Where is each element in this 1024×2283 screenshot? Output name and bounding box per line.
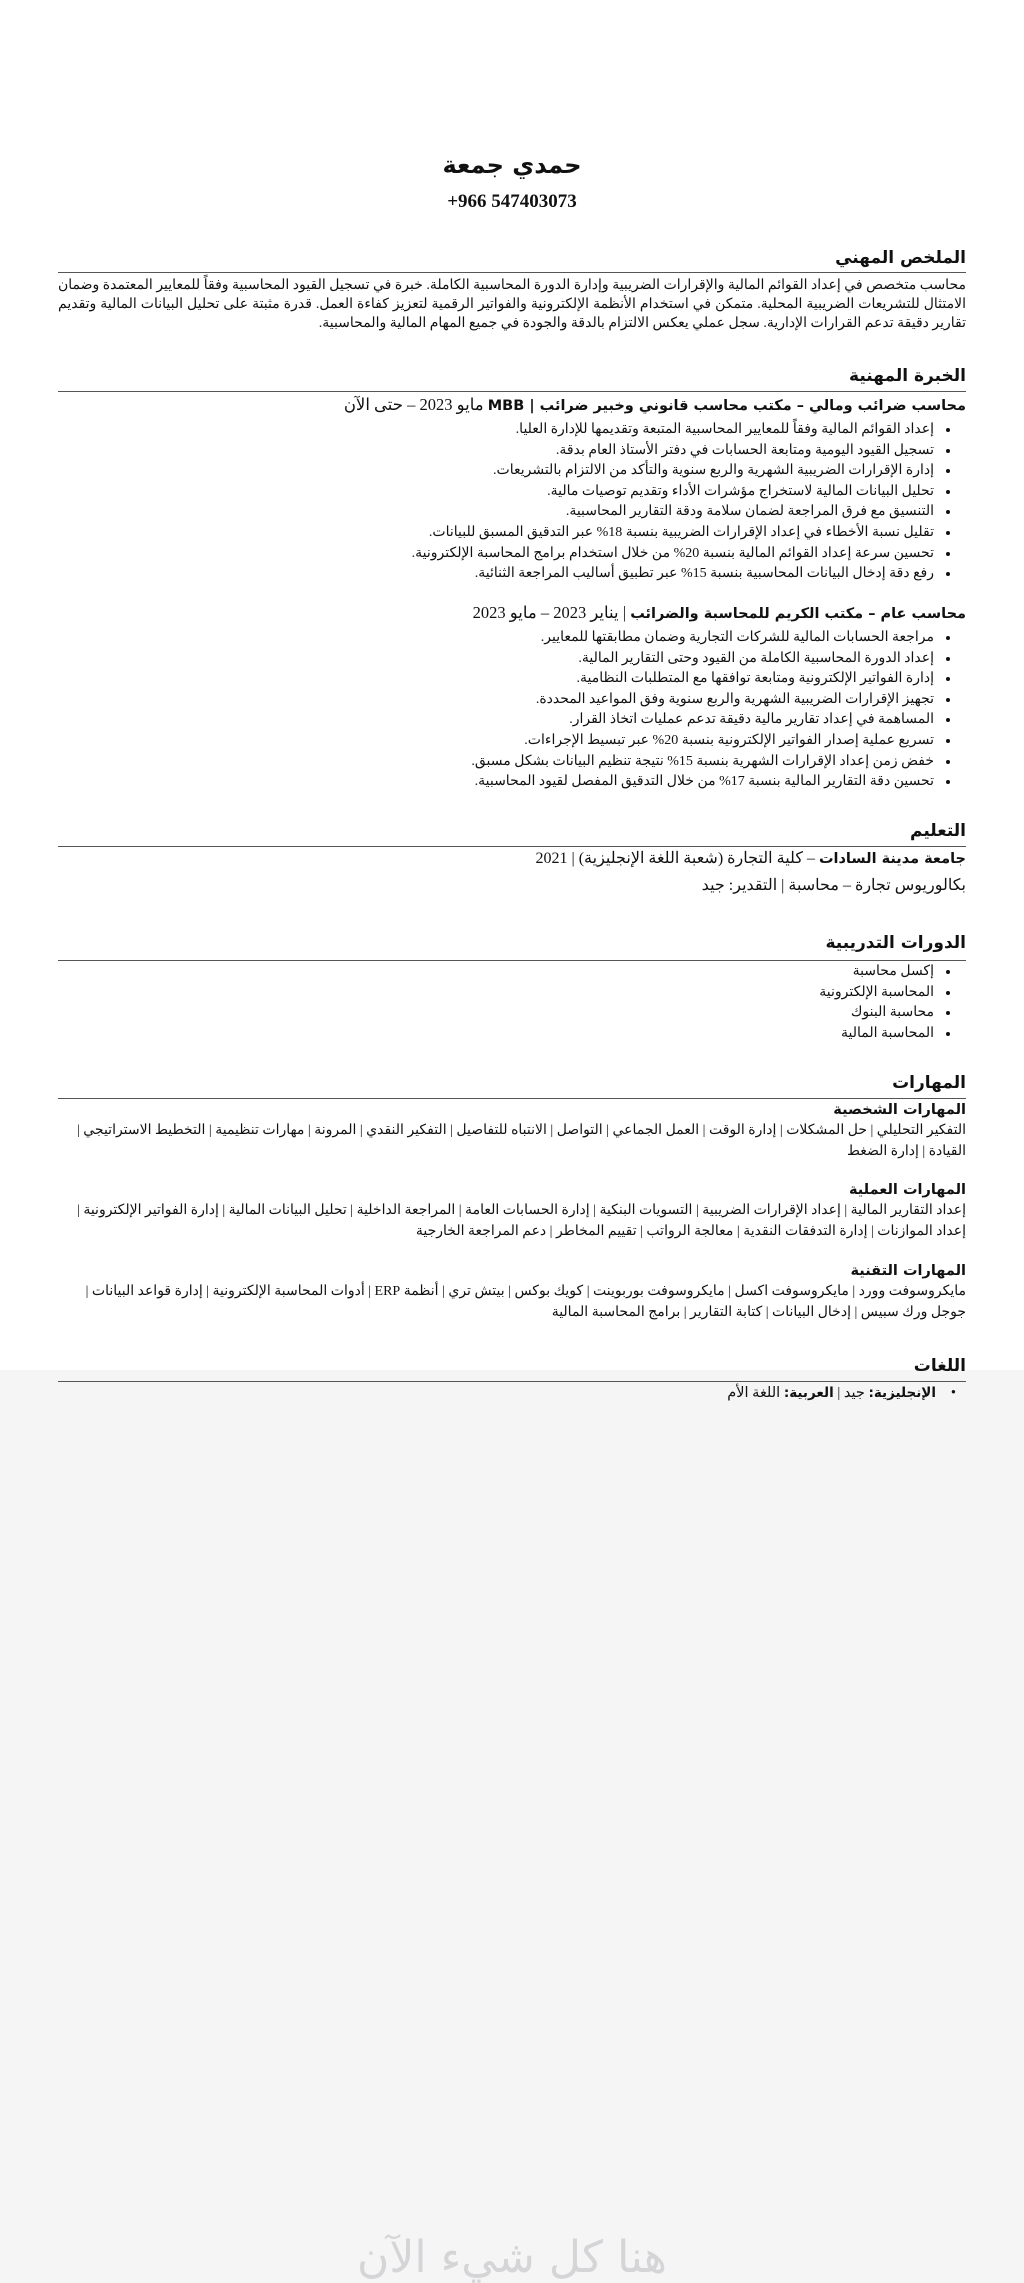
arabic-level: اللغة الأم: [727, 1385, 781, 1401]
education-degree: بكالوريوس تجارة – محاسبة | التقدير: جيد: [701, 877, 966, 894]
list-item: • محاسبة البنوك: [58, 1003, 936, 1024]
list-item: • تسريع عملية إصدار الفواتير الإلكترونية بنسبة 20% عبر تبسيط الإجراءات.: [58, 731, 936, 752]
languages-heading: اللغات: [913, 1356, 966, 1376]
education-divider: [58, 846, 966, 847]
practical-skills-title: المهارات العملية: [848, 1182, 966, 1198]
skills-divider: [58, 1098, 966, 1099]
courses-divider: [58, 960, 966, 961]
phone-number: +966 547403073: [447, 191, 577, 212]
arabic-label: العربية:: [783, 1385, 834, 1401]
list-item: • إدارة الإقرارات الضريبية الشهرية والربع سنوية والتأكد من الالتزام بالتشريعات.: [58, 461, 936, 482]
list-item: • إعداد القوائم المالية وفقاً للمعايير المحاسبية المتبعة وتقديمها للإدارة العليا.: [58, 420, 936, 441]
job-1-title: محاسب ضرائب ومالي – مكتب محاسب قانوني وخبير ضرائب | MBB: [487, 398, 966, 414]
courses-list: [58, 962, 966, 1044]
education-heading: التعليم: [910, 821, 966, 841]
list-item: • تحسين سرعة إعداد القوائم المالية بنسبة 20% من خلال استخدام برامج المحاسبة الإلكترونية.: [58, 544, 936, 565]
personal-skills-title: المهارات الشخصية: [833, 1102, 966, 1118]
candidate-name: حمدي جمعة: [442, 151, 582, 179]
job-1-header: [58, 394, 966, 417]
school-faculty: – كلية التجارة (شعبة اللغة الإنجليزية): [578, 850, 819, 867]
technical-skills-title: المهارات التقنية: [850, 1263, 966, 1279]
list-item: • تسجيل القيود اليومية ومتابعة الحسابات في دفتر الأستاذ العام بدقة.: [58, 441, 936, 462]
list-item: • إدارة الفواتير الإلكترونية ومتابعة توافقها مع المتطلبات النظامية.: [58, 669, 936, 690]
job-1-period: مايو 2023 – حتى الآن: [343, 395, 484, 414]
personal-skills-text: التفكير التحليلي | حل المشكلات | إدارة الوقت | العمل الجماعي | التواصل | الانتباه للتفاصيل | التفكير النقدي | المرونة | مهارات تنظيمية | التخطيط الاستراتيجي | القيادة | إدارة الضغط: [76, 1123, 966, 1159]
summary-heading: الملخص المهني: [835, 248, 966, 268]
english-level: جيد: [843, 1385, 865, 1401]
english-label: الإنجليزية:: [868, 1385, 936, 1401]
list-item: • التنسيق مع فرق المراجعة لضمان سلامة ودقة التقارير المحاسبية.: [58, 502, 936, 523]
job-2-period: يناير 2023 – مايو 2023: [472, 603, 619, 622]
bullet-dot: •: [950, 1385, 956, 1401]
job-2-header: محاسب عام – مكتب الكريم للمحاسبة والضرائب | يناير 2023 – مايو 2023: [472, 603, 966, 622]
school-name: جامعة مدينة السادات: [818, 851, 966, 867]
list-item: • مراجعة الحسابات المالية للشركات التجارية وضمان مطابقتها للمعايير.: [58, 628, 936, 649]
languages-line: • الإنجليزية: جيد | العربية: اللغة الأم: [727, 1385, 956, 1401]
graduation-year: 2021: [535, 850, 568, 867]
watermark-banner: هنا كل شيء الآن: [357, 2232, 667, 2283]
list-item: • إكسل محاسبة: [58, 962, 936, 983]
experience-heading: الخبرة المهنية: [849, 366, 966, 386]
list-item: • خفض زمن إعداد الإقرارات الشهرية بنسبة 15% نتيجة تنظيم البيانات بشكل مسبق.: [58, 752, 936, 773]
job-1-bullets: [58, 420, 966, 585]
list-item: • المحاسبة الإلكترونية: [58, 983, 936, 1004]
list-item: • المحاسبة المالية: [58, 1024, 936, 1045]
summary-text: محاسب متخصص في إعداد القوائم المالية والإقرارات الضريبية وإدارة الدورة المحاسبية الكاملة. خبرة في تسجيل القيود المحاسبية وفقاً للمعايير المعتمدة وضمان الامتثال للتشريعات الضريبية المحلية. متمكن في استخدام الأنظمة الإلكترونية والفواتير الرقمية لتعزيز كفاءة العمل. قدرة مثبتة على تحليل البيانات المالية وتقديم تقارير دقيقة تدعم القرارات الإدارية. سجل عملي يعكس الالتزام بالدقة والجودة في جميع المهام المالية والمحاسبية.: [58, 278, 966, 331]
list-item: • تحليل البيانات المالية لاستخراج مؤشرات الأداء وتقديم توصيات مالية.: [58, 482, 936, 503]
courses-heading: الدورات التدريبية: [825, 933, 966, 953]
list-item: • رفع دقة إدخال البيانات المحاسبية بنسبة 15% عبر تطبيق أساليب المراجعة الثنائية.: [58, 564, 936, 585]
list-item: • تجهيز الإقرارات الضريبية الشهرية والربع سنوية وفق المواعيد المحددة.: [58, 690, 936, 711]
technical-skills-text: مايكروسوفت وورد | مايكروسوفت اكسل | مايكروسوفت بوربوينت | كويك بوكس | بيتش تري | أنظمة ERP | أدوات المحاسبة الإلكترونية | إدارة قواعد البيانات | جوجل ورك سبيس | إدخال البيانات | كتابة التقارير | برامج المحاسبة المالية: [85, 1284, 966, 1320]
practical-skills-text: إعداد التقارير المالية | إعداد الإقرارات الضريبية | التسويات البنكية | إدارة الحسابات العامة | المراجعة الداخلية | تحليل البيانات المالية | إدارة الفواتير الإلكترونية | إعداد الموازنات | إدارة التدفقات النقدية | معالجة الرواتب | تقييم المخاطر | دعم المراجعة الخارجية: [77, 1203, 966, 1239]
skills-heading: المهارات: [892, 1073, 966, 1093]
list-item: • تحسين دقة التقارير المالية بنسبة 17% من خلال التدقيق المفصل لقيود المحاسبية.: [58, 772, 936, 793]
languages-line-wrapper: [58, 1383, 966, 1403]
list-item: • تقليل نسبة الأخطاء في إعداد الإقرارات الضريبية بنسبة 18% عبر التدقيق المسبق للبيانات.: [58, 523, 936, 544]
education-school-line: جامعة مدينة السادات – كلية التجارة (شعبة اللغة الإنجليزية) | 2021: [535, 850, 966, 867]
languages-divider: [58, 1381, 966, 1382]
job-2-title: محاسب عام – مكتب الكريم للمحاسبة والضرائب: [630, 606, 966, 622]
list-item: • إعداد الدورة المحاسبية الكاملة من القيود وحتى التقارير المالية.: [58, 649, 936, 670]
summary-divider: [58, 272, 966, 273]
job-2-bullets: [58, 628, 966, 793]
list-item: • المساهمة في إعداد تقارير مالية دقيقة تدعم عمليات اتخاذ القرار.: [58, 710, 936, 731]
experience-divider: [58, 391, 966, 392]
